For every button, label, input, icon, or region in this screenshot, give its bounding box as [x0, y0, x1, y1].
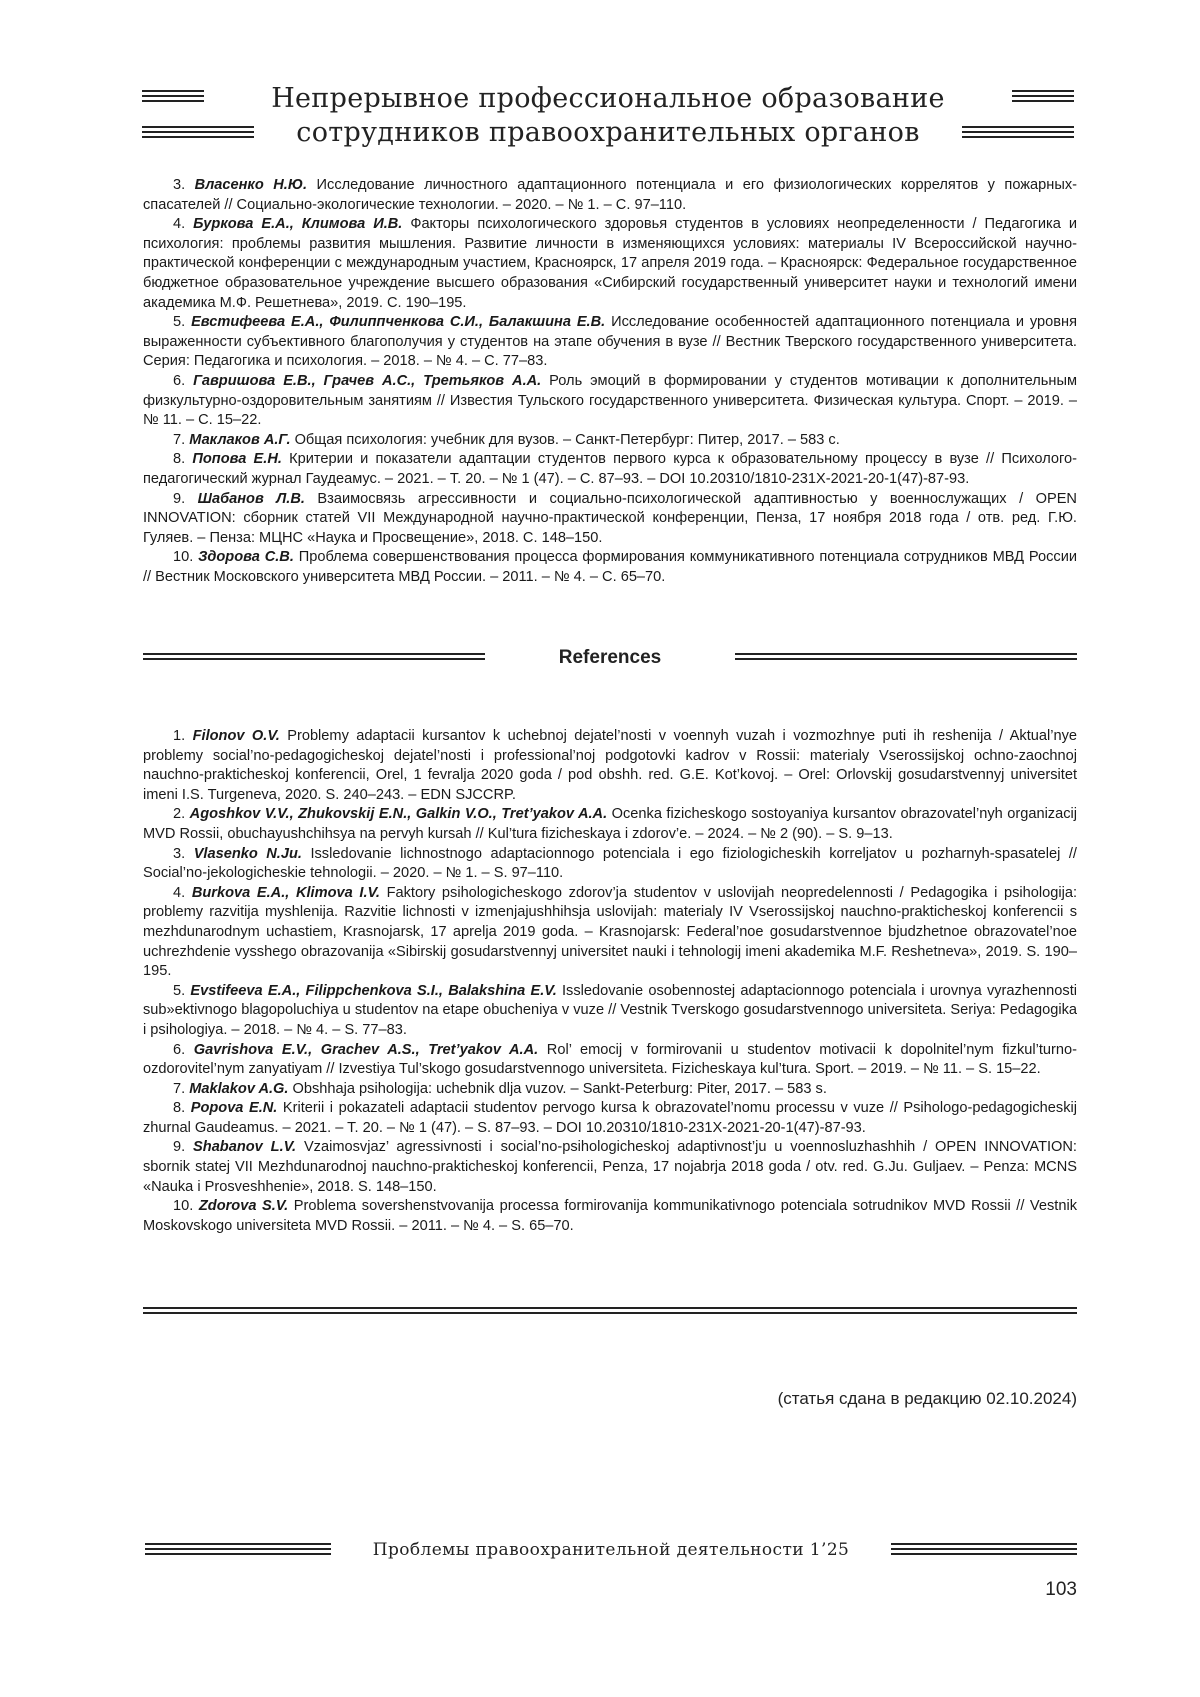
reference-number: 4.	[173, 884, 186, 901]
reference-text: Faktory psihologicheskogo zdorov’ja studentov v uslovijah neopredelennosti / Pedagogika i psihologija: problemy razvitija myshlenija. Razvitie lichnosti v izmenjajushhihsja uslovijah: materialy IV Vserossijskoj nauchno-prakticheskoj konferencii s mezhdunarodnym uchastiem, Krasnojarsk, 17 aprelja 2019 goda. – Krasnojarsk: Federal’noe gosudarstvennoe bjudzhetnoe obrazovatel’noe uchrezhdenie vysshego obrazovanija «Sibirskij gosudarstvennyj universitet nauki i tehnologij imeni akademika M.F. Reshetneva», 2019. S. 190–195.	[143, 884, 1078, 980]
reference-number: 1.	[173, 728, 186, 744]
reference-entry	[143, 431, 1077, 451]
reference-entry	[143, 548, 1077, 587]
reference-authors: Agoshkov V.V., Zhukovskij E.N., Galkin V.O., Tret’yakov A.A.	[189, 806, 608, 823]
reference-text: Issledovanie osobennostej adaptacionnogo potenciala i urovnya vyrazhennosti sub»ektivnogo blagopoluchiya u studentov na etape obucheniya v vuze // Vestnik Tverskogo gosudarstvennogo universiteta. Seriya: Pedagogika i psihologiya. – 2018. – № 4. – S. 77–83.	[143, 982, 1077, 1038]
running-footer	[145, 1537, 1077, 1567]
reference-text: Факторы психологического здоровья студентов в условиях неопределенности / Педагогика и психология: проблемы развития мышления. Развитие личности в изменяющихся условиях: материалы IV Всероссийской научно-практической конференции с международным участием, Красноярск, 17 апреля 2019 года. – Красноярск: Федеральное государственное бюджетное образовательное учреждение высшего образования «Сибирский государственный университет науки и технологий имени академика М.Ф. Решетнева», 2019. С. 190–195.	[143, 216, 1077, 311]
reference-entry	[143, 1138, 1077, 1197]
reference-number: 6.	[173, 372, 186, 389]
reference-number: 5.	[173, 982, 186, 999]
reference-text: Взаимосвязь агрессивности и социально-психологической адаптивностью у военнослужащих / OPEN INNOVATION: сборник статей VII Международной научно-практической конференции, Пенза, 17 ноября 2018 года / отв. ред. Г.Ю. Гуляев. – Пенза: МЦНС «Наука и Просвещение», 2018. С. 148–150.	[143, 490, 1077, 546]
reference-number: 3.	[173, 845, 186, 862]
reference-authors: Буркова Е.А., Климова И.В.	[193, 216, 403, 233]
reference-text: Issledovanie lichnostnogo adaptacionnogo potenciala i ego fiziologicheskih korreljatov u pozharnyh-spasatelej // Social’no-jekologicheskie tehnologii. – 2020. – № 1. – S. 97–110.	[143, 845, 1077, 882]
reference-entry	[143, 313, 1077, 372]
reference-text: Rol’ emocij v formirovanii u studentov motivacii k dopolnitel’nym fizkul’turno-ozdorovitel’nym zanyatiyam // Izvestiya Tul’skogo gosudarstvennogo universiteta. Fizicheskaya kul’tura. Sport. – 2019. – № 11. – S. 15–22.	[143, 1041, 1077, 1078]
reference-number: 8.	[173, 1100, 186, 1117]
reference-text: Obshhaja psihologija: uchebnik dlja vuzov. – Sankt-Peterburg: Piter, 2017. – 583 s.	[288, 1080, 827, 1097]
reference-entry	[143, 1080, 1077, 1100]
reference-text: Исследование особенностей адаптационного потенциала и уровня выраженности субъективного благополучия у студентов на этапе обучения в вузе // Вестник Тверского государственного университета. Серия: Педагогика и психология. – 2018. – № 4. – С. 77–83.	[143, 314, 1077, 370]
reference-number: 9.	[173, 1139, 186, 1156]
reference-entry	[143, 727, 1077, 805]
header-title	[140, 82, 1076, 150]
reference-authors: Maklakov A.G.	[189, 1080, 289, 1097]
header-title-line-1: Непрерывное профессиональное образование	[271, 83, 945, 114]
page-number: 103	[1045, 1579, 1077, 1600]
reference-text: Роль эмоций в формировании у студентов мотивации к дополнительным физкультурно-оздоровительным занятиям // Известия Тульского государственного университета. Физическая культура. Спорт. – 2019. – № 11. – С. 15–22.	[143, 372, 1077, 429]
reference-entry	[143, 1197, 1077, 1236]
reference-text: Проблема совершенствования процесса формирования коммуникативного потенциала сотрудников МВД России // Вестник Московского университета МВД России. – 2011. – № 4. – С. 65–70.	[143, 549, 1078, 585]
reference-number: 9.	[173, 490, 186, 507]
references-right-rule	[735, 653, 1077, 661]
references-en-list	[143, 727, 1077, 1236]
reference-text: Критерии и показатели адаптации студентов первого курса к образовательному процессу в вузе // Психолого-педагогический журнал Гаудеамус. – 2021. – Т. 20. – № 1 (47). – С. 87–93. – DOI 10.20310/1810-231X-2021-20-1(47)-87-93.	[143, 451, 1077, 487]
submission-note: (статья сдана в редакцию 02.10.2024)	[777, 1389, 1077, 1408]
reference-authors: Shabanov L.V.	[193, 1139, 297, 1156]
reference-entry	[143, 490, 1077, 549]
reference-authors: Gavrishova E.V., Grachev A.S., Tret’yakov A.A.	[193, 1041, 539, 1058]
reference-number: 10.	[173, 549, 194, 566]
reference-number: 8.	[173, 451, 186, 468]
reference-number: 2.	[173, 806, 186, 823]
reference-authors: Власенко Н.Ю.	[194, 177, 308, 193]
reference-authors: Burkova E.A., Klimova I.V.	[191, 884, 380, 901]
reference-number: 3.	[173, 177, 186, 193]
reference-entry	[143, 176, 1077, 215]
reference-authors: Гавришова Е.В., Грачев А.С., Третьяков А.А.	[193, 372, 542, 389]
reference-number: 5.	[173, 314, 186, 331]
reference-authors: Маклаков А.Г.	[189, 431, 291, 448]
running-header	[140, 82, 1076, 152]
reference-text: Ocenka fizicheskogo sostoyaniya kursantov obrazovatel’nyh organizacij MVD Rossii, obuchayushchihsya na pervyh kursah // Kul’tura fizicheskaya i zdorov’e. – 2024. – № 2 (90). – S. 9–13.	[143, 806, 1078, 842]
reference-number: 4.	[173, 216, 186, 233]
reference-text: Kriterii i pokazateli adaptacii studentov pervogo kursa k obrazovatel’nomu processu v vuze // Psihologo-pedagogicheskij zhurnal Gaudeamus. – 2021. – T. 20. – № 1 (47). – S. 87–93. – DOI 10.20310/1810-231X-2021-20-1(47)-87-93.	[143, 1100, 1077, 1136]
reference-authors: Evstifeeva E.A., Filippchenkova S.I., Balakshina E.V.	[190, 982, 557, 999]
reference-number: 6.	[173, 1041, 186, 1058]
reference-entry	[143, 1041, 1077, 1080]
reference-entry	[143, 372, 1077, 431]
header-title-line-2: сотрудников правоохранительных органов	[296, 117, 920, 148]
reference-entry	[143, 450, 1077, 489]
references-heading-block	[143, 646, 1077, 670]
reference-entry	[143, 884, 1077, 982]
references-ru-list	[143, 176, 1077, 587]
reference-entry	[143, 215, 1077, 313]
reference-authors: Здорова С.В.	[198, 549, 294, 566]
reference-authors: Zdorova S.V.	[198, 1198, 289, 1215]
reference-text: Vzaimosvjaz’ agressivnosti i social’no-psihologicheskoj adaptivnost’ju u voennosluzhashhih / OPEN INNOVATION: sbornik statej VII Mezhdunarodnoj nauchno-prakticheskoj konferencii, Penza, 17 nojabrja 2018 goda / otv. red. G.Ju. Guljaev. – Penza: MCNS «Nauka i Prosveshhenie», 2018. S. 148–150.	[143, 1139, 1077, 1195]
reference-text: Исследование личностного адаптационного потенциала и его физиологических коррелятов у пожарных-спасателей // Социально-экологические технологии. – 2020. – № 1. – С. 97–110.	[143, 177, 1077, 213]
reference-entry	[143, 982, 1077, 1041]
reference-text: Общая психология: учебник для вузов. – Санкт-Петербург: Питер, 2017. – 583 с.	[290, 431, 840, 448]
reference-authors: Попова Е.Н.	[192, 451, 282, 468]
reference-authors: Popova E.N.	[190, 1100, 278, 1117]
reference-authors: Vlasenko N.Ju.	[193, 845, 302, 862]
reference-text: Problemy adaptacii kursantov k uchebnoj dejatel’nosti v voennyh vuzah i vozmozhnye puti ih reshenija / Aktual’nye problemy social’no-pedagogicheskoj dejatel’nosti i professional’noj podgotovki kadrov v Rossii: materialy Vserossijskoj ochno-zaochnoj nauchno-prakticheskoj konferencii, Orel, 1 fevralja 2020 goda / pod obshh. red. G.E. Kot’kovoj. – Orel: Orlovskij gosudarstvennyj universitet imeni I.S. Turgeneva, 2020. S. 240–243. – EDN SJCCRP.	[143, 728, 1077, 803]
reference-authors: Filonov O.V.	[192, 728, 280, 744]
closing-rule	[143, 1307, 1077, 1315]
reference-number: 7.	[173, 431, 186, 448]
reference-authors: Евстифеева Е.А., Филиппченкова С.И., Балакшина Е.В.	[191, 314, 606, 331]
references-heading: References	[558, 647, 662, 668]
reference-number: 7.	[173, 1080, 186, 1097]
footer-right-rule	[891, 1543, 1077, 1555]
reference-entry	[143, 1099, 1077, 1138]
reference-text: Problema sovershenstvovanija processa formirovanija kommunikativnogo potenciala sotrudnikov MVD Rossii // Vestnik Moskovskogo universiteta MVD Rossii. – 2011. – № 4. – S. 65–70.	[143, 1198, 1077, 1234]
reference-number: 10.	[173, 1198, 194, 1215]
reference-authors: Шабанов Л.В.	[197, 490, 305, 507]
reference-entry	[143, 845, 1077, 884]
footer-journal-title: Проблемы правоохранительной деятельности 1’25	[372, 1540, 850, 1560]
reference-entry	[143, 805, 1077, 844]
